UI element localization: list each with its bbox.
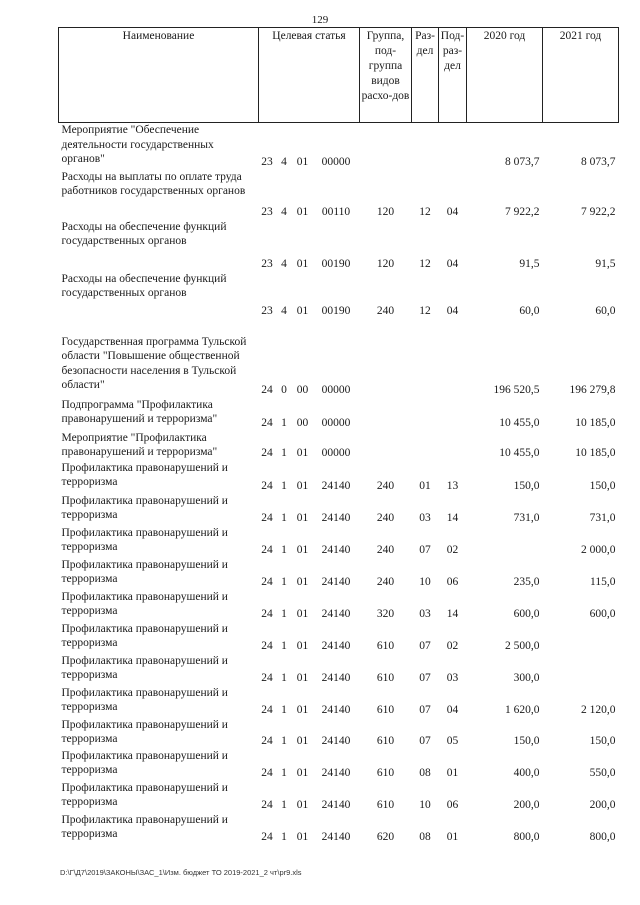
target-part-1: 24 — [261, 576, 273, 588]
target-part-2: 1 — [281, 447, 287, 459]
amount-2021: 10 185,0 — [575, 417, 616, 429]
row-name: Расходы на выплаты по оплате труда работников государственных органов — [61, 170, 246, 197]
target-part-3: 01 — [296, 735, 309, 747]
expense-group: 240 — [376, 512, 395, 524]
podrazdel: 04 — [446, 305, 459, 317]
razdel — [412, 123, 439, 170]
podrazdel: 04 — [446, 206, 459, 218]
expense-group: 610 — [376, 767, 395, 779]
target-part-2: 0 — [281, 384, 287, 396]
target-part-3: 01 — [296, 305, 309, 317]
target-part-4: 00000 — [321, 417, 351, 429]
table-row — [59, 431, 619, 461]
expense-group: 120 — [376, 206, 395, 218]
target-part-3: 01 — [296, 206, 309, 218]
target-part-4: 00000 — [321, 156, 351, 168]
table-row — [59, 398, 619, 431]
target-part-2: 1 — [281, 576, 287, 588]
header-group: Группа, под-группа видов расхо-дов — [360, 28, 412, 123]
row-name: Расходы на обеспечение функций государственных органов — [61, 272, 227, 299]
expense-group: 610 — [376, 799, 395, 811]
target-part-1: 24 — [261, 384, 273, 396]
target-part-1: 24 — [261, 640, 273, 652]
target-part-1: 24 — [261, 447, 273, 459]
row-name: Профилактика правонарушений и терроризма — [61, 558, 228, 585]
expense-group: 610 — [376, 704, 395, 716]
target-part-4: 24140 — [321, 512, 351, 524]
amount-2021 — [543, 654, 619, 686]
row-name: Профилактика правонарушений и терроризма — [61, 494, 228, 521]
target-part-1: 24 — [261, 608, 273, 620]
podrazdel: 01 — [446, 831, 459, 843]
table-row — [59, 686, 619, 718]
target-part-3: 01 — [296, 447, 309, 459]
target-part-3: 01 — [296, 544, 309, 556]
target-part-2: 1 — [281, 799, 287, 811]
target-part-4: 00110 — [321, 206, 351, 218]
expense-group — [360, 431, 412, 461]
table-row — [59, 494, 619, 526]
target-part-4: 00000 — [321, 384, 351, 396]
amount-2020: 196 520,5 — [493, 384, 540, 396]
podrazdel: 14 — [446, 608, 459, 620]
razdel: 12 — [419, 206, 431, 218]
razdel: 01 — [419, 480, 431, 492]
target-part-3: 00 — [296, 384, 309, 396]
target-part-4: 24140 — [321, 831, 351, 843]
amount-2021: 2 120,0 — [581, 704, 616, 716]
podrazdel — [439, 398, 467, 431]
amount-2020: 60,0 — [519, 305, 540, 317]
target-part-2: 1 — [281, 672, 287, 684]
target-part-4: 24140 — [321, 544, 351, 556]
target-part-1: 23 — [261, 305, 273, 317]
podrazdel — [439, 319, 467, 398]
table-row — [59, 170, 619, 220]
razdel: 07 — [419, 735, 431, 747]
budget-table — [58, 27, 619, 845]
expense-group: 240 — [376, 544, 395, 556]
target-part-2: 4 — [281, 305, 287, 317]
header-razdel: Раз-дел — [412, 28, 439, 123]
row-name: Профилактика правонарушений и терроризма — [61, 686, 228, 713]
target-part-2: 1 — [281, 608, 287, 620]
target-part-1: 24 — [261, 831, 273, 843]
amount-2021: 200,0 — [589, 799, 616, 811]
amount-2021: 8 073,7 — [581, 156, 616, 168]
target-part-3: 01 — [296, 672, 309, 684]
amount-2021: 550,0 — [589, 767, 616, 779]
target-part-4: 24140 — [321, 576, 351, 588]
podrazdel: 06 — [446, 799, 459, 811]
razdel — [412, 319, 439, 398]
target-part-4: 24140 — [321, 640, 351, 652]
razdel: 07 — [419, 640, 431, 652]
amount-2021 — [543, 622, 619, 654]
target-part-4: 00000 — [321, 447, 351, 459]
razdel: 03 — [419, 608, 431, 620]
expense-group — [360, 319, 412, 398]
target-part-1: 24 — [261, 544, 273, 556]
row-name: Профилактика правонарушений и терроризма — [61, 654, 228, 681]
header-target: Целевая статья — [259, 28, 360, 123]
row-name: Профилактика правонарушений и терроризма — [61, 526, 228, 553]
table-header — [59, 28, 619, 123]
target-part-4: 24140 — [321, 735, 351, 747]
target-part-2: 4 — [281, 258, 287, 270]
target-part-4: 00190 — [321, 305, 351, 317]
table-row — [59, 123, 619, 170]
target-part-2: 1 — [281, 480, 287, 492]
row-name: Профилактика правонарушений и терроризма — [61, 590, 228, 617]
target-part-2: 1 — [281, 417, 287, 429]
razdel: 07 — [419, 544, 431, 556]
target-part-3: 01 — [296, 640, 309, 652]
razdel: 08 — [419, 767, 431, 779]
amount-2020: 91,5 — [519, 258, 540, 270]
expense-group: 120 — [376, 258, 395, 270]
table-row — [59, 622, 619, 654]
amount-2020: 400,0 — [513, 767, 540, 779]
target-part-1: 24 — [261, 512, 273, 524]
row-name: Мероприятие "Профилактика правонарушений и терроризма" — [61, 431, 218, 458]
amount-2021: 731,0 — [589, 512, 616, 524]
amount-2020: 10 455,0 — [499, 447, 540, 459]
amount-2021: 600,0 — [589, 608, 616, 620]
row-name: Профилактика правонарушений и терроризма — [61, 813, 228, 840]
podrazdel — [439, 431, 467, 461]
target-part-1: 23 — [261, 258, 273, 270]
amount-2020: 235,0 — [513, 576, 540, 588]
razdel: 10 — [419, 799, 431, 811]
amount-2020: 300,0 — [513, 672, 540, 684]
razdel: 07 — [419, 672, 431, 684]
row-name: Профилактика правонарушений и терроризма — [61, 461, 228, 488]
amount-2021: 7 922,2 — [581, 206, 616, 218]
target-part-2: 1 — [281, 767, 287, 779]
expense-group: 240 — [376, 576, 395, 588]
row-name: Профилактика правонарушений и терроризма — [61, 781, 228, 808]
podrazdel: 06 — [446, 576, 459, 588]
target-part-2: 1 — [281, 544, 287, 556]
table-row — [59, 461, 619, 494]
target-part-3: 01 — [296, 608, 309, 620]
amount-2021: 10 185,0 — [575, 447, 616, 459]
podrazdel: 01 — [446, 767, 459, 779]
target-part-3: 01 — [296, 512, 309, 524]
expense-group: 240 — [376, 480, 395, 492]
amount-2020: 150,0 — [513, 480, 540, 492]
razdel: 08 — [419, 831, 431, 843]
amount-2021: 60,0 — [595, 305, 616, 317]
amount-2020: 1 620,0 — [505, 704, 540, 716]
expense-group: 620 — [376, 831, 395, 843]
target-part-2: 4 — [281, 206, 287, 218]
podrazdel: 05 — [446, 735, 459, 747]
amount-2020: 10 455,0 — [499, 417, 540, 429]
target-part-3: 01 — [296, 258, 309, 270]
podrazdel: 03 — [446, 672, 459, 684]
expense-group: 240 — [376, 305, 395, 317]
target-part-2: 1 — [281, 512, 287, 524]
razdel: 12 — [419, 305, 431, 317]
razdel: 12 — [419, 258, 431, 270]
table-row — [59, 749, 619, 781]
target-part-3: 01 — [296, 831, 309, 843]
podrazdel — [439, 123, 467, 170]
razdel — [412, 431, 439, 461]
table-row — [59, 654, 619, 686]
row-name: Профилактика правонарушений и терроризма — [61, 718, 228, 745]
razdel: 10 — [419, 576, 431, 588]
table-row — [59, 781, 619, 813]
table-row — [59, 718, 619, 749]
target-part-4: 24140 — [321, 608, 351, 620]
razdel: 03 — [419, 512, 431, 524]
target-part-3: 01 — [296, 480, 309, 492]
target-part-3: 01 — [296, 576, 309, 588]
target-part-1: 24 — [261, 767, 273, 779]
target-part-4: 24140 — [321, 480, 351, 492]
table-body — [59, 123, 619, 845]
row-name: Мероприятие "Обеспечение деятельности государственных органов" — [61, 124, 214, 165]
expense-group: 320 — [376, 608, 395, 620]
amount-2020: 150,0 — [513, 735, 540, 747]
header-year-2021: 2021 год — [543, 28, 619, 123]
podrazdel: 14 — [446, 512, 459, 524]
table-row — [59, 220, 619, 272]
target-part-3: 01 — [296, 767, 309, 779]
row-name: Государственная программа Тульской области "Повышение общественной безопасности населения в Тульской области" — [61, 335, 247, 391]
target-part-4: 24140 — [321, 767, 351, 779]
target-part-4: 00190 — [321, 258, 351, 270]
row-name: Подпрограмма "Профилактика правонарушений и терроризма" — [61, 398, 218, 425]
target-part-3: 01 — [296, 799, 309, 811]
amount-2020: 731,0 — [513, 512, 540, 524]
amount-2020: 800,0 — [513, 831, 540, 843]
header-year-2020: 2020 год — [467, 28, 543, 123]
target-part-4: 24140 — [321, 799, 351, 811]
target-part-4: 24140 — [321, 672, 351, 684]
page-number: 129 — [311, 14, 329, 26]
target-part-1: 23 — [261, 156, 273, 168]
table-row — [59, 272, 619, 319]
target-part-1: 24 — [261, 799, 273, 811]
target-part-1: 23 — [261, 206, 273, 218]
amount-2020: 2 500,0 — [505, 640, 540, 652]
target-part-1: 24 — [261, 417, 273, 429]
podrazdel: 02 — [446, 544, 459, 556]
target-part-2: 1 — [281, 831, 287, 843]
target-part-2: 4 — [281, 156, 287, 168]
target-part-1: 24 — [261, 735, 273, 747]
target-part-2: 1 — [281, 704, 287, 716]
amount-2021: 800,0 — [589, 831, 616, 843]
target-part-2: 1 — [281, 640, 287, 652]
row-name: Профилактика правонарушений и терроризма — [61, 749, 228, 776]
amount-2021: 196 279,8 — [569, 384, 616, 396]
table-row — [59, 526, 619, 558]
amount-2020: 600,0 — [513, 608, 540, 620]
table-row — [59, 590, 619, 622]
target-part-3: 00 — [296, 417, 309, 429]
row-name: Профилактика правонарушений и терроризма — [61, 622, 228, 649]
row-name: Расходы на обеспечение функций государственных органов — [61, 220, 227, 247]
amount-2020: 7 922,2 — [505, 206, 540, 218]
target-part-1: 24 — [261, 704, 273, 716]
razdel — [412, 398, 439, 431]
file-path-footer: D:\Г\Д7\2019\ЗАКОНЫ\ЗАС_1\Изм. бюджет ТО 2019-2021_2 чт\pr9.xls — [60, 868, 302, 877]
razdel: 07 — [419, 704, 431, 716]
table-row — [59, 319, 619, 398]
table-row — [59, 813, 619, 845]
table-row — [59, 558, 619, 590]
amount-2020: 200,0 — [513, 799, 540, 811]
expense-group — [360, 123, 412, 170]
header-name: Наименование — [59, 28, 259, 123]
amount-2021: 2 000,0 — [581, 544, 616, 556]
target-part-1: 24 — [261, 672, 273, 684]
amount-2021: 115,0 — [590, 576, 616, 588]
target-part-1: 24 — [261, 480, 273, 492]
podrazdel: 04 — [446, 258, 459, 270]
target-part-3: 01 — [296, 156, 309, 168]
target-part-4: 24140 — [321, 704, 351, 716]
amount-2020 — [467, 526, 543, 558]
podrazdel: 04 — [446, 704, 459, 716]
amount-2021: 150,0 — [589, 735, 616, 747]
target-part-3: 01 — [296, 704, 309, 716]
amount-2021: 150,0 — [589, 480, 616, 492]
expense-group — [360, 398, 412, 431]
expense-group: 610 — [376, 672, 395, 684]
expense-group: 610 — [376, 640, 395, 652]
amount-2021: 91,5 — [595, 258, 616, 270]
header-podrazdel: Под-раз-дел — [439, 28, 467, 123]
podrazdel: 02 — [446, 640, 459, 652]
target-part-2: 1 — [281, 735, 287, 747]
expense-group: 610 — [376, 735, 395, 747]
podrazdel: 13 — [446, 480, 459, 492]
amount-2020: 8 073,7 — [505, 156, 540, 168]
